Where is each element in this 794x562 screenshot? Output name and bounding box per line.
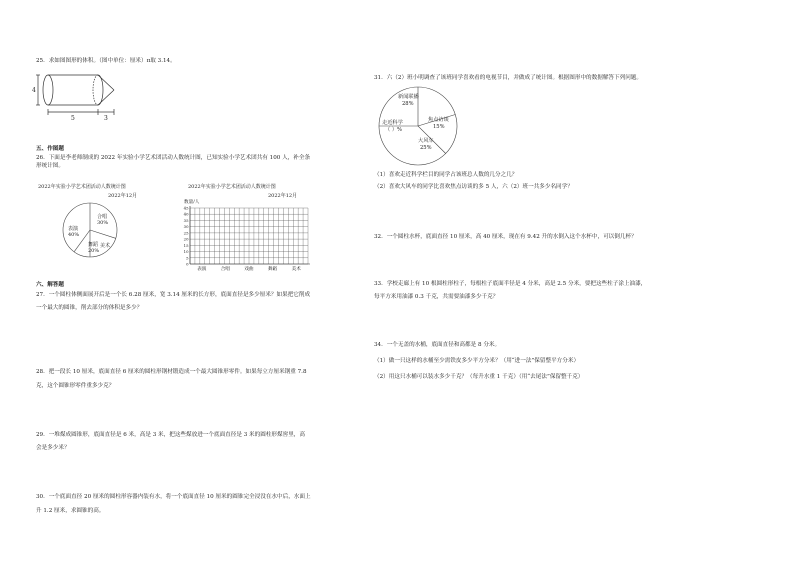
ytick-3: 15 [183, 242, 189, 248]
q30-line1: 30．一个底面直径 20 厘米的圆柱形容器内装有水，将一个底面直径 10 厘米的圆锥完全浸没在水中后，水面上 [36, 494, 311, 500]
q26-bar-chart [180, 206, 315, 276]
q25-dim-right: 3 [104, 115, 108, 122]
q31-label-dafengche: 大风车 [418, 138, 434, 144]
ytick-0: 0 [186, 261, 189, 267]
ytick-4: 20 [183, 236, 189, 242]
q25-figure [28, 66, 138, 122]
pie-label-meishu: 美术 [100, 243, 111, 249]
ytick-7: 35 [183, 217, 189, 223]
section5-title: 五、作图题 [36, 146, 64, 152]
ytick-8: 40 [183, 211, 189, 217]
xtick-0: 表演 [197, 267, 207, 272]
q29-line1: 29．一堆煤成圆锥形，底面直径是 6 米，高是 3 米，把这些煤放进一个底面直径是 3 米的圆柱形煤窖里，高 [36, 432, 305, 438]
pie-label-hechang: 合唱 [97, 214, 108, 220]
q31-pct-zoujin: （ ）% [385, 127, 402, 133]
q31-label-zoujin: 走近科学 [382, 120, 403, 126]
q33-line2: 每平方米用油漆 0.3 千克，共需要油漆多少千克？ [374, 294, 499, 300]
q27-line1: 27．一个圆柱体侧面展开后是一个长 6.28 厘米，宽 3.14 厘米的长方形，底面直径是多少厘米？如果把它削成 [36, 292, 311, 298]
q33-line1: 33．学校走廊上有 10 根圆柱形柱子，每根柱子底面半径是 4 分米，高是 2.5 分米，要把这些柱子涂上油漆， [374, 281, 647, 287]
bar-chart-title: 2022年实验小学艺术团活动人数统计图 [188, 184, 276, 190]
q30-line2: 升 1.2 厘米，求圆锥的高。 [36, 508, 105, 514]
ytick-1: 5 [186, 255, 189, 261]
q28-line2: 克，这个圆锥形零件重多少克？ [36, 383, 115, 389]
pie-label-biaoyan: 表演 [68, 226, 79, 232]
ytick-9: 45 [183, 205, 189, 211]
q32-line1: 32．一个圆柱水杯，底面直径 10 厘米，高 40 厘米，现在有 9.42 升的水倒入这个水杯中，可以倒几杯？ [374, 234, 637, 240]
pie-chart-title: 2022年实验小学艺术团活动人数统计图 [38, 184, 126, 190]
xtick-2: 戏曲 [244, 267, 254, 272]
pie-label-wudao: 舞蹈 [88, 242, 99, 248]
xtick-3: 舞蹈 [267, 267, 278, 272]
q31-sub1: （1）喜欢走近科学栏目的同学占该班总人数的几分之几？ [374, 172, 518, 178]
q25-text: 25．求如图图形的体积。（图中单位：厘米）π取 3.14。 [36, 58, 176, 64]
pie-pct-hechang: 30% [97, 220, 109, 226]
q31-pct-dafengche: 25% [420, 145, 432, 151]
q25-dim-left: 5 [71, 115, 75, 122]
pie-chart-date: 2022年12月 [108, 193, 138, 199]
q25-dim-height: 4 [32, 87, 36, 94]
bar-chart-date: 2022年12月 [268, 193, 298, 199]
ytick-2: 10 [183, 249, 189, 255]
pie-pct-biaoyan: 40% [68, 232, 80, 238]
xtick-1: 合唱 [220, 267, 231, 272]
q31-label-jiaodian: 焦点访谈 [428, 117, 449, 123]
section6-title: 六、解答题 [36, 282, 64, 288]
q31-line1: 31．六（2）班小明调查了该班同学喜欢看的电视节目，并做成了统计图。根据图形中的数据解答下列问题。 [374, 75, 642, 81]
q34-sub1: （1）做一只这样的水桶至少需铁皮多少平方分米？（用“进一法”保留整平方分米） [374, 358, 580, 364]
bar-chart-ylabel: 数量/人 [184, 200, 200, 205]
pie-pct-wudao: 20% [88, 248, 100, 254]
q31-sub2: （2）喜欢大风车的同学比喜欢焦点访谈的多 5 人，六（2）班一共多少名同学？ [374, 184, 573, 190]
q31-pie-chart [376, 84, 460, 168]
q26-pie-chart [60, 200, 120, 260]
q34-sub2: （2）用这只水桶可以装水多少千克？（每升水重 1 千克）（用“去尾法”保留整千克） [374, 374, 584, 380]
q26-line1: 26．下面是李老师制成的 2022 年实验小学艺术团活动人数统计图，已知实验小学艺术团共有 100 人，补全条 [36, 155, 311, 161]
q27-line2: 一个最大的圆锥，削去部分的体积是多少？ [36, 305, 143, 311]
q31-pct-xinwen: 28% [402, 101, 414, 107]
q31-label-xinwen: 新闻联播 [398, 94, 419, 100]
xtick-4: 美术 [291, 267, 301, 272]
q34-line1: 34．一个无盖的水桶，底面直径和高都是 8 分米。 [374, 342, 501, 348]
ytick-5: 25 [183, 230, 189, 236]
q29-line2: 会是多少米？ [36, 445, 70, 451]
q28-line1: 28．把一段长 10 厘米，底面直径 6 厘米的圆柱形钢材锻造成一个最大圆锥形零件。如果每立方厘米钢重 7.8 [36, 369, 307, 375]
q26-line2: 形统计图。 [36, 163, 64, 169]
q31-pct-jiaodian: 15% [433, 124, 445, 130]
ytick-6: 30 [183, 224, 189, 230]
